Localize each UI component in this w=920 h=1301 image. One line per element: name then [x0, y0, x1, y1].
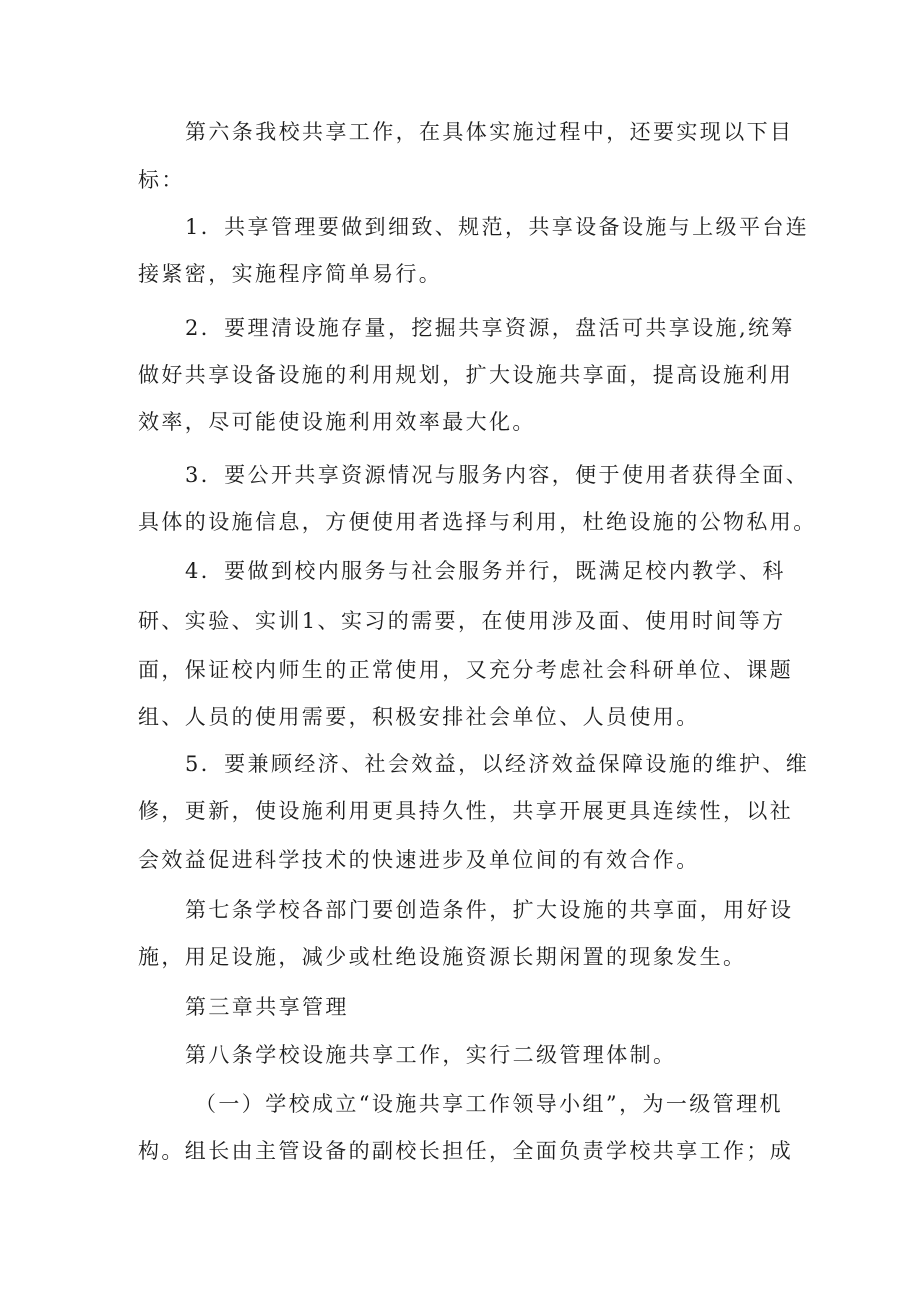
paragraph-article-6-line-2: 标：	[138, 168, 185, 192]
item-3-line-1: 3．要公开共享资源情况与服务内容，便于使用者获得全面、	[185, 463, 810, 487]
item-5-line-3: 会效益促进科学技术的快速进步及单位间的有效合作。	[138, 848, 700, 872]
item-5-line-2: 修，更新，使设施利用更具持久性，共享开展更具连续性，以社	[138, 799, 794, 823]
paragraph-article-8: 第八条学校设施共享工作，实行二级管理体制。	[185, 1043, 677, 1067]
item-1-line-2: 接紧密，实施程序简单易行。	[138, 262, 443, 286]
item-2-line-2: 做好共享设备设施的利用规划，扩大设施共享面，提高设施利用	[138, 363, 794, 387]
item-2-line-3: 效率，尽可能使设施利用效率最大化。	[138, 410, 536, 434]
item-4-line-4: 组、人员的使用需要，积极安排社会单位、人员使用。	[138, 705, 700, 729]
item-5-line-1: 5．要兼顾经济、社会效益，以经济效益保障设施的维护、维	[185, 752, 810, 776]
paragraph-article-7-line-1: 第七条学校各部门要创造条件，扩大设施的共享面，用好设	[185, 898, 794, 922]
sub-item-1-line-1: （一）学校成立“设施共享工作领导小组”，为一级管理机	[195, 1092, 783, 1116]
item-2-line-1: 2．要理清设施存量，挖掘共享资源，盘活可共享设施,统筹	[185, 316, 795, 340]
paragraph-article-7-line-2: 施，用足设施，减少或杜绝设施资源长期闲置的现象发生。	[138, 945, 747, 969]
item-4-line-1: 4．要做到校内服务与社会服务并行，既满足校内教学、科	[185, 559, 786, 583]
sub-item-1-line-2: 构。组长由主管设备的副校长担任，全面负责学校共享工作；成	[138, 1139, 794, 1163]
item-4-line-2: 研、实验、实训1、实习的需要，在使用涉及面、使用时间等方	[138, 609, 786, 633]
chapter-3-heading: 第三章共享管理	[185, 995, 349, 1019]
item-1-line-1: 1．共享管理要做到细致、规范，共享设备设施与上级平台连	[185, 215, 810, 239]
paragraph-article-6-line-1: 第六条我校共享工作，在具体实施过程中，还要实现以下目	[185, 120, 794, 144]
item-4-line-3: 面，保证校内师生的正常使用，又充分考虑社会科研单位、课题	[138, 658, 794, 682]
item-3-line-2: 具体的设施信息，方便使用者选择与利用，杜绝设施的公物私用。	[138, 510, 817, 534]
